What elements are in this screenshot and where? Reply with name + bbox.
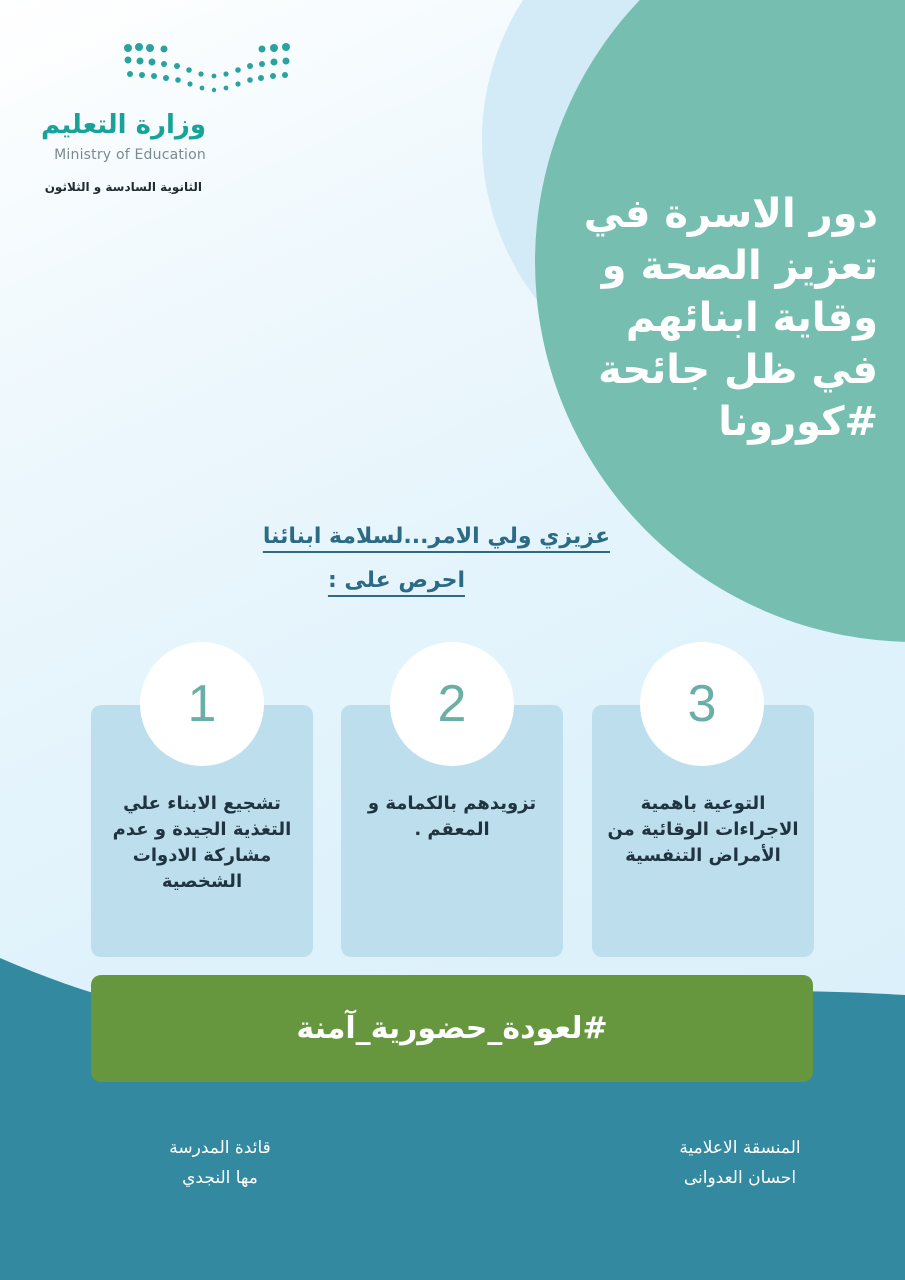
intro-message <box>110 515 610 603</box>
hashtag-banner: #لعودة_حضورية_آمنة <box>91 975 813 1082</box>
signature-role: قائدة المدرسة <box>169 1138 271 1158</box>
ministry-name-arabic: وزارة التعليم <box>41 110 206 140</box>
ministry-name-english: Ministry of Education <box>54 147 206 163</box>
media-coordinator-signature <box>630 1133 850 1193</box>
tip-number-badge: 3 <box>640 642 764 766</box>
tip-number-badge: 1 <box>140 642 264 766</box>
title-line: تعزيز الصحة و <box>601 243 878 289</box>
title-line: دور الاسرة في <box>583 191 878 237</box>
poster-title <box>560 188 878 448</box>
intro-line-1: عزيزي ولي الامر...لسلامة ابنائنا <box>262 524 610 549</box>
intro-line-2: احرص على : <box>327 568 465 593</box>
title-line: في ظل جائحة <box>598 347 878 393</box>
tip-text: تزويدهم بالكمامة و المعقم . <box>367 793 537 840</box>
title-line: #كورونا <box>718 399 878 445</box>
title-line: وقاية ابنائهم <box>625 295 878 341</box>
signature-name: احسان العدوانى <box>683 1168 797 1188</box>
tip-number-badge: 2 <box>390 642 514 766</box>
school-name: الثانوية السادسة و الثلاثون <box>44 180 202 194</box>
tip-text: التوعية باهمية الاجراءات الوقائية من الأمراض التنفسية <box>607 793 799 866</box>
principal-signature <box>130 1133 310 1193</box>
signature-role: المنسقة الاعلامية <box>679 1138 801 1158</box>
signature-name: مها النجدي <box>182 1168 258 1188</box>
tip-text: تشجيع الابناء علي التغذية الجيدة و عدم مشاركة الادوات الشخصية <box>112 793 292 892</box>
